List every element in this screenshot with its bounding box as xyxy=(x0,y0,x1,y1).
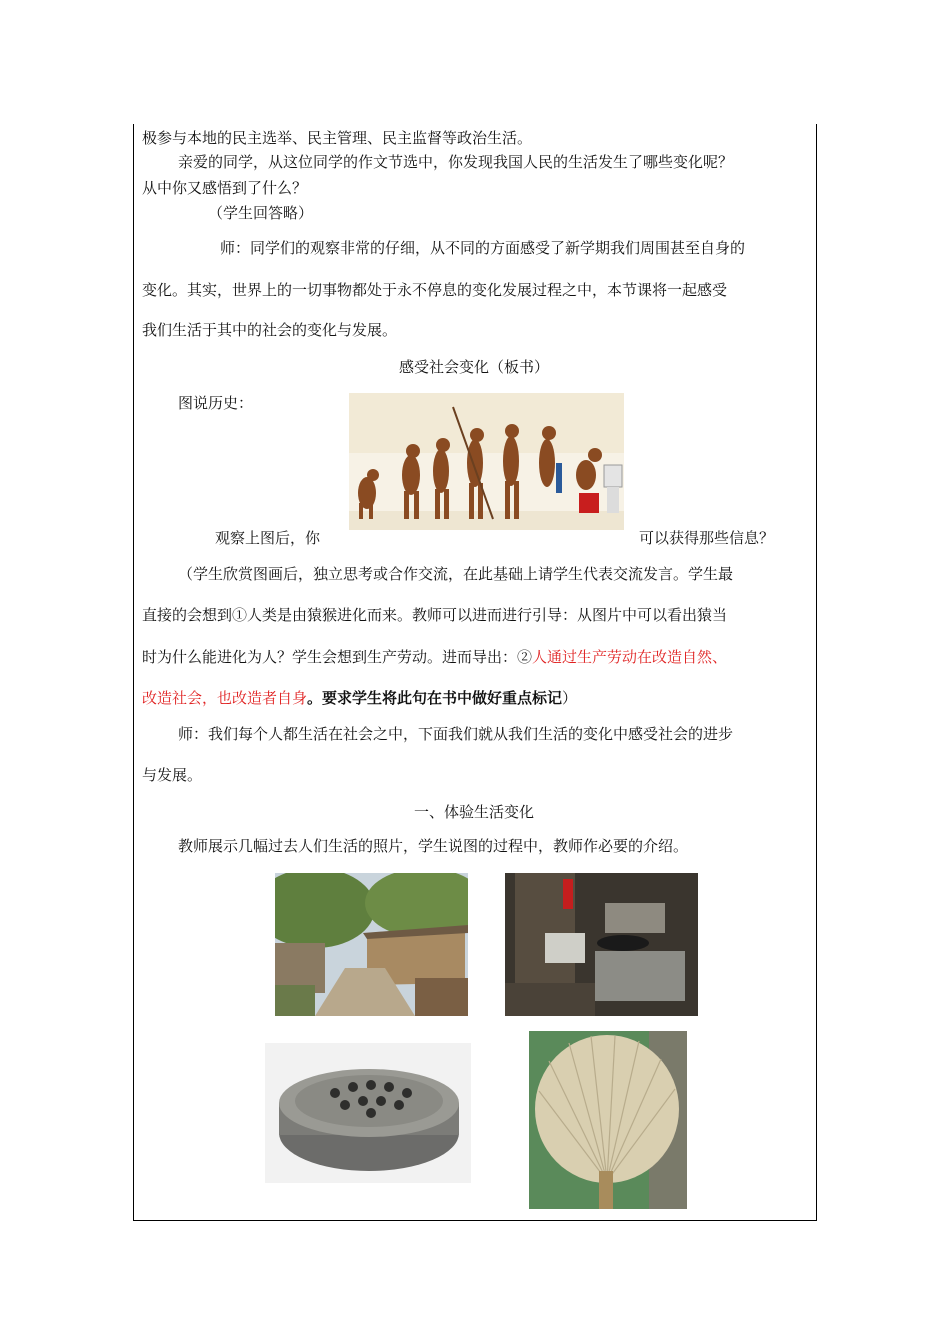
text-line: 从中你又感悟到了什么？ xyxy=(142,179,308,197)
text-line: 改造社会，也改造者自身。要求学生将此句在书中做好重点标记） xyxy=(142,689,578,707)
text-line: 师：我们每个人都生活在社会之中，下面我们就从我们生活的变化中感受社会的进步 xyxy=(178,725,734,743)
text-line: 时为什么能进化为人？学生会想到生产劳动。进而导出：②人通过生产劳动在改造自然、 xyxy=(142,648,728,666)
section-heading: 一、体验生活变化 xyxy=(413,803,534,821)
palm-fan-photo xyxy=(529,1031,687,1209)
text-line: 直接的会想到①人类是由猿猴进化而来。教师可以进而进行引导：从图片中可以看出猿当 xyxy=(142,606,728,624)
picture-label: 图说历史： xyxy=(178,394,254,412)
board-heading: 感受社会变化（板书） xyxy=(398,358,549,376)
text-line: （学生欣赏图画后，独立思考或合作交流，在此基础上请学生代表交流发言。学生最 xyxy=(178,565,734,583)
text-line: 亲爱的同学，从这位同学的作文节选中，你发现我国人民的生活发生了哪些变化呢？ xyxy=(178,153,734,171)
text-line: 极参与本地的民主选举、民主管理、民主监督等政治生活。 xyxy=(142,129,533,147)
old-kitchen-photo xyxy=(505,873,698,1016)
text-line: 与发展。 xyxy=(142,766,203,784)
text-line: 变化。其实，世界上的一切事物都处于永不停息的变化发展过程之中，本节课将一起感受 xyxy=(142,281,728,299)
text-line: 观察上图后，你 xyxy=(215,529,321,547)
evolution-illustration xyxy=(349,393,624,530)
text-line: 我们生活于其中的社会的变化与发展。 xyxy=(142,321,398,339)
text-line: 教师展示几幅过去人们生活的照片，学生说图的过程中，教师作必要的介绍。 xyxy=(178,837,689,855)
hand-warmer-photo xyxy=(265,1043,471,1183)
village-houses-photo xyxy=(275,873,468,1016)
text-line: 可以获得那些信息？ xyxy=(639,529,775,547)
text-line: 师：同学们的观察非常的仔细，从不同的方面感受了新学期我们周围甚至自身的 xyxy=(220,239,746,257)
text-line: （学生回答略） xyxy=(208,204,314,222)
